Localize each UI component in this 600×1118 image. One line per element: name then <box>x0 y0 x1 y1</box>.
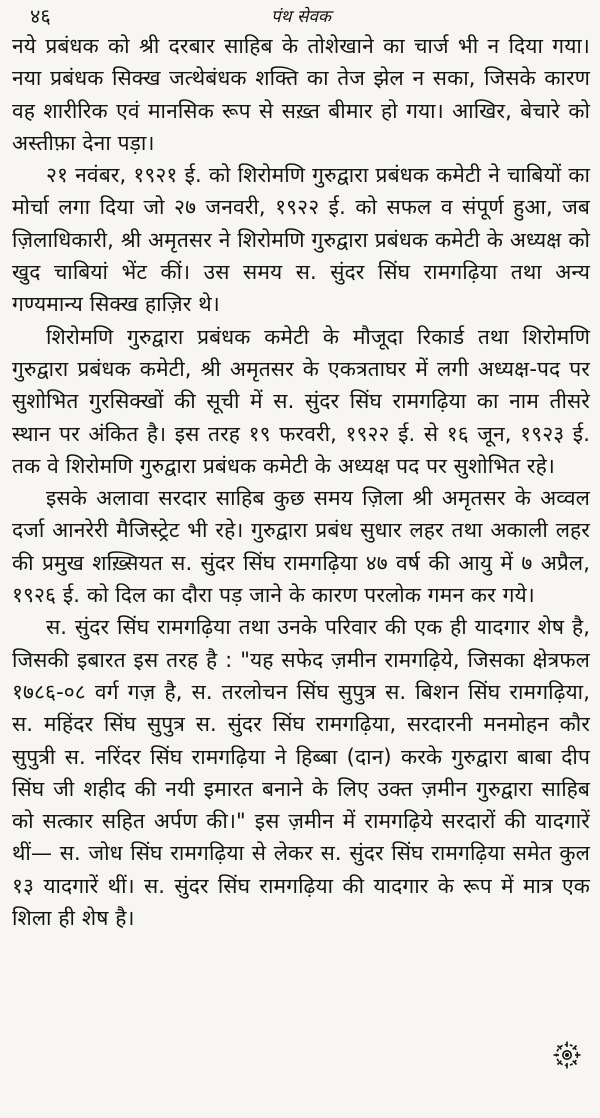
lotus-ornament-icon <box>552 1040 582 1070</box>
paragraph-2: २१ नवंबर, १९२१ ई. को शिरोमणि गुरुद्वारा प्रबंधक कमेटी ने चाबियों का मोर्चा लगा दिया जो २७ जनवरी, १९२२ ई. को सफल व संपूर्ण हुआ, जब ज़िलाधिकारी, श्री अमृतसर ने शिरोमणि गुरुद्वारा प्रबंधक कमेटी के अध्यक्ष को खुद चाबियां भेंट कीं। उस समय स. सुंदर सिंघ रामगढ़िया तथा अन्य गण्यमान्य सिक्ख हाज़िर थे। <box>12 163 590 317</box>
paragraph-1: नये प्रबंधक को श्री दरबार साहिब के तोशेखाने का चार्ज भी न दिया गया। नया प्रबंधक सिक्ख जत्थेबंधक शक्ति का तेज झेल न सका, जिसके कारण वह शारीरिक एवं मानसिक रूप से सख़्त बीमार हो गया। आखिर, बेचारे को अस्तीफ़ा देना पड़ा। <box>12 34 590 155</box>
paragraph-3: शिरोमणि गुरुद्वारा प्रबंधक कमेटी के मौजूदा रिकार्ड तथा शिरोमणि गुरुद्वारा प्रबंधक कमेटी, श्री अमृतसर के एकत्रताघर में लगी अध्यक्ष-पद पर सुशोभित गुरसिक्खों की सूची में स. सुंदर सिंघ रामगढ़िया का नाम तीसरे स्थान पर अंकित है। इस तरह १९ फरवरी, १९२२ ई. से १६ जून, १९२३ ई. तक वे शिरोमणि गुरुद्वारा प्रबंधक कमेटी के अध्यक्ष पद पर सुशोभित रहे। <box>12 324 590 478</box>
body-text <box>12 30 590 934</box>
page-header <box>12 0 590 30</box>
page-number: ४६ <box>30 4 51 28</box>
running-title: पंथ सेवक <box>271 7 331 27</box>
paragraph-5: स. सुंदर सिंघ रामगढ़िया तथा उनके परिवार की एक ही यादगार शेष है, जिसकी इबारत इस तरह है : "यह सफेद ज़मीन रामगढ़िये, जिसका क्षेत्रफल १७८६-०८ वर्ग गज़ है, स. तरलोचन सिंघ सुपुत्र स. बिशन सिंघ रामगढ़िया, स. महिंदर सिंघ सुपुत्र स. सुंदर सिंघ रामगढ़िया, सरदारनी मनमोहन कौर सुपुत्री स. नरिंदर सिंघ रामगढ़िया ने हिब्बा (दान) करके गुरुद्वारा बाबा दीप सिंघ जी शहीद की नयी इमारत बनाने के लिए उक्त ज़मीन गुरुद्वारा साहिब को सत्कार सहित अर्पण की।" इस ज़मीन में रामगढ़िये सरदारों की यादगारें थीं— स. जोध सिंघ रामगढ़िया से लेकर स. सुंदर सिंघ रामगढ़िया समेत कुल १३ यादगारें थीं। स. सुंदर सिंघ रामगढ़िया की यादगार के रूप में मात्र एक शिला ही शेष है। <box>12 615 590 931</box>
paragraph-4: इसके अलावा सरदार साहिब कुछ समय ज़िला श्री अमृतसर के अव्वल दर्जा आनरेरी मैजिस्ट्रेट भी रहे। गुरुद्वारा प्रबंध सुधार लहर तथा अकाली लहर की प्रमुख शख़्सियत स. सुंदर सिंघ रामगढ़िया ४७ वर्ष की आयु में ७ अप्रैल, १९२६ ई. को दिल का दौरा पड़ जाने के कारण परलोक गमन कर गये। <box>12 486 590 608</box>
